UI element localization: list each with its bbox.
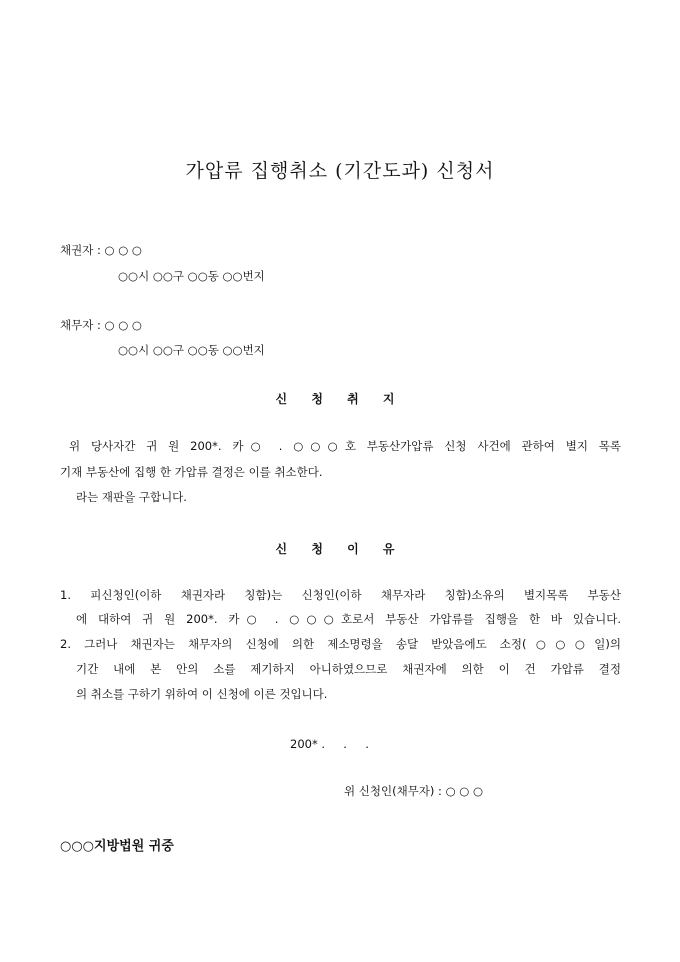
reason-2-line-1: 2. 그러나 채권자는 채무자의 신청에 의한 제소명령을 송달 받았음에도 소정(○○○일)의 [60, 637, 621, 651]
creditor-label: 채권자 : ○ ○ ○ [60, 243, 142, 257]
debtor-label: 채무자 : ○ ○ ○ [60, 318, 142, 332]
document-title: 가압류 집행취소 (기간도과) 신청서 [185, 160, 495, 182]
filing-date: 200* . . . [290, 737, 369, 751]
creditor-address: ○○시 ○○구 ○○동 ○○번지 [118, 269, 265, 283]
reasons-heading: 신 청 이 유 [275, 542, 405, 556]
purpose-heading: 신 청 취 지 [275, 392, 405, 406]
reason-1-line-1: 1. 피신청인(이하 채권자라 칭함)는 신청인(이하 채무자라 칭함)소유의 별지목록 부동산 [60, 588, 621, 602]
applicant-signature: 위 신청인(채무자) : ○ ○ ○ [344, 784, 483, 798]
reason-1-line-2: 에 대하여 귀 원 200*. 카○ . ○○○호로서 부동산 가압류를 집행을 한 바 있습니다. [76, 612, 621, 626]
reason-2-line-2: 기간 내에 본 안의 소를 제기하지 아니하였으므로 채권자에 의한 이 건 가압류 결정 [76, 662, 621, 676]
court-addressee: ○○○지방법원 귀중 [60, 839, 174, 854]
purpose-line-2: 기재 부동산에 집행 한 가압류 결정은 이를 취소한다. [60, 465, 323, 479]
purpose-line-3: 라는 재판을 구합니다. [76, 490, 187, 504]
reason-2-line-3: 의 취소를 구하기 위하여 이 신청에 이른 것입니다. [76, 687, 328, 701]
purpose-line-1: 위 당사자간 귀 원 200*. 카○ . ○○○호 부동산가압류 신청 사건에 관하여 별지 목록 [69, 439, 621, 453]
debtor-address: ○○시 ○○구 ○○동 ○○번지 [118, 343, 265, 357]
